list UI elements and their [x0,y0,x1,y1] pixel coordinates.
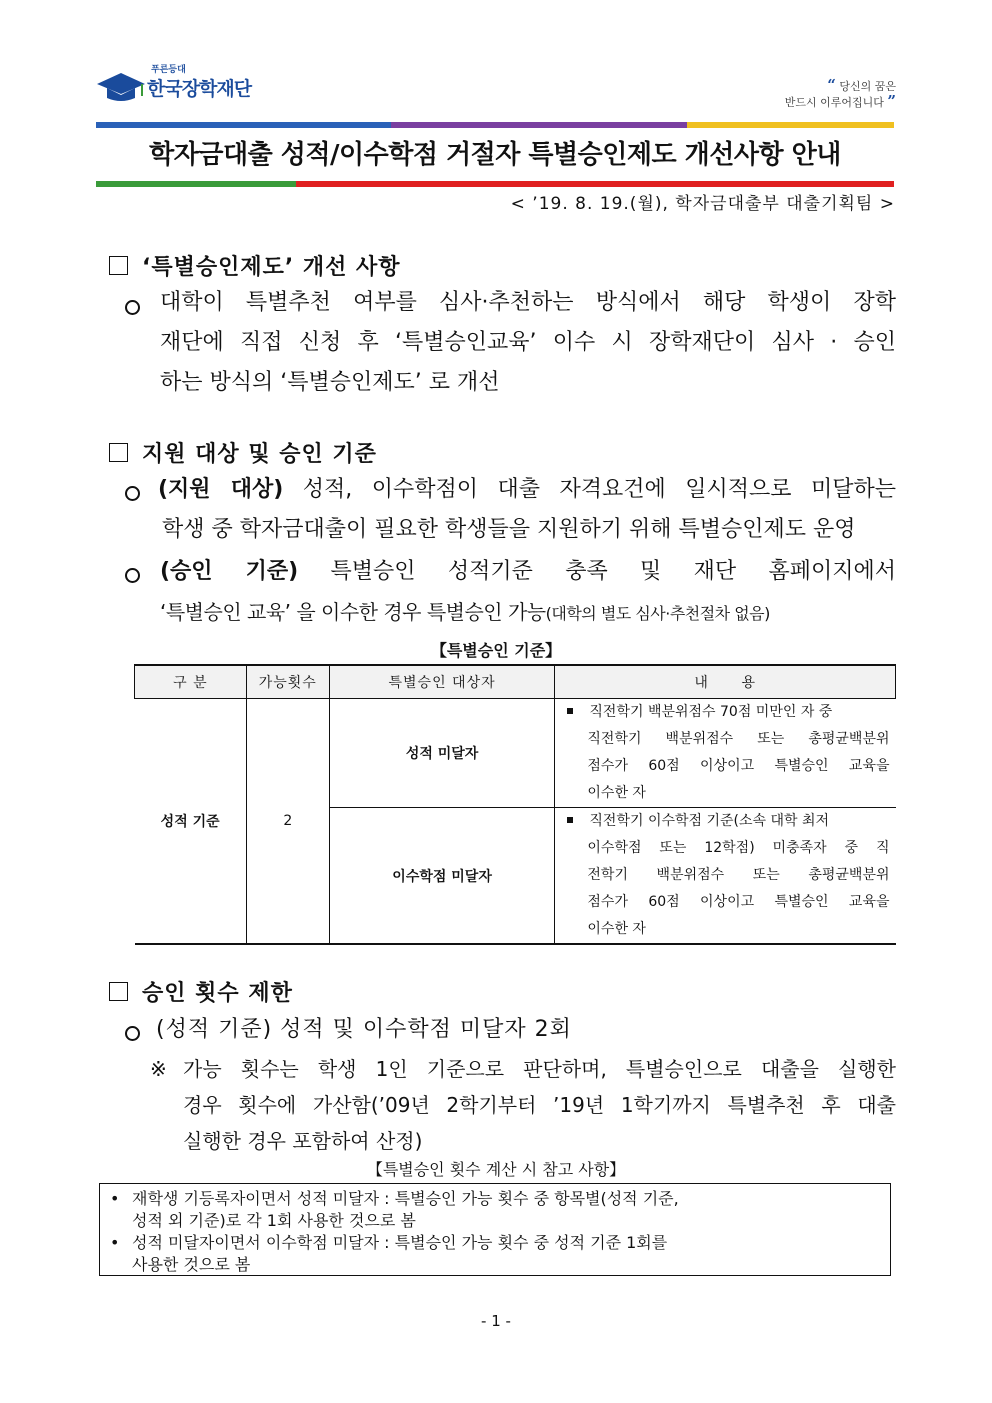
section2-item1 [158,470,896,550]
square-bullet-icon [567,817,573,823]
section1-line: 대학이 특별추천 여부를 심사·추천하는 방식에서 해당 학생이 장학 [160,290,896,315]
item-text: 특별승인 성적기준 충족 및 재단 홈페이지에서 [330,559,896,584]
table-header-cell: 특별승인 대상자 [329,665,555,699]
date-line: < ’19. 8. 19.(월), 학자금대출부 대출기획팀 > [510,194,895,214]
item-note: (대학의 별도 심사·추천절차 없음) [545,604,770,623]
slogan: “ 당신의 꿈은 반드시 이루어집니다 ” [784,76,896,110]
table-header-row [135,665,896,699]
section2-item2 [160,552,896,634]
item-text: 학생 중 학자금대출이 필요한 학생들을 지원하기 위해 특별승인제도 운영 [162,517,856,542]
slogan-line-1: 당신의 꿈은 [839,80,896,93]
reference-box [99,1183,891,1276]
section3-item: (성적 기준) 성적 및 이수학점 미달자 2회 [156,1017,572,1042]
circle-bullet-icon [125,568,140,583]
table-header-cell: 내 용 [555,665,896,699]
section-heading-1: ‘특별승인제도’ 개선 사항 [109,250,401,281]
logo-name: 한국장학재단 [147,78,252,100]
criteria-table [134,664,896,945]
description-cell: 직전학기 이수학점 기준(소속 대학 최저 이수학점 또는 12학점) 미충족자 중 직 전학기 백분위점수 또는 총평균백분위 점수가 60점 이상이고 특별승인 교육을 이수한 자 [555,808,896,945]
title-top-bar [96,122,894,128]
note-line: 실행한 경우 포함하여 산정) [183,1129,423,1153]
logo-tagline: 푸른등대 [151,65,186,75]
checkbox-square-icon [109,443,128,462]
page-title: 학자금대출 성적/이수학점 거절자 특별승인제도 개선사항 안내 [149,140,841,170]
reference-item: • 재학생 기등록자이면서 성적 미달자 : 특별승인 가능 횟수 중 항목별(성적 기준, 성적 외 기준)로 각 1회 사용한 것으로 봄 [110,1189,679,1230]
table-row [135,699,896,808]
reference-caption: 【특별승인 횟수 계산 시 참고 사항】 [366,1160,626,1179]
graduation-cap-icon [95,70,147,106]
item-text: 성적, 이수학점이 대출 자격요건에 일시적으로 미달하는 [302,477,897,502]
circle-bullet-icon [125,486,140,501]
circle-bullet-icon [125,300,140,315]
note-mark: ※ [150,1057,167,1081]
bullet-dot-icon: • [110,1189,120,1208]
table-header-cell: 구 분 [135,665,247,699]
count-cell: 2 [246,699,329,945]
note-line: 가능 횟수는 학생 1인 기준으로 판단하며, 특별승인으로 대출을 실행한 [183,1057,896,1081]
item-text: ‘특별승인 교육’ 을 이수한 경우 특별승인 가능 [160,600,546,624]
section1-line: 재단에 직접 신청 후 ‘특별승인교육’ 이수 시 장학재단이 심사 · 승인 [160,330,896,355]
section1-line: 하는 방식의 ‘특별승인제도’ 로 개선 [160,370,500,395]
target-cell: 성적 미달자 [329,699,555,808]
table-header-cell: 가능횟수 [246,665,329,699]
target-cell: 이수학점 미달자 [329,808,555,945]
title-bottom-bar [96,181,894,187]
note-line: 경우 횟수에 가산함(’09년 2학기부터 ’19년 1학기까지 특별추천 후 대출 [183,1093,896,1117]
bullet-dot-icon: • [110,1233,120,1252]
reference-item: • 성적 미달자이면서 이수학점 미달자 : 특별승인 가능 횟수 중 성적 기준 1회를 사용한 것으로 봄 [110,1233,668,1274]
square-bullet-icon [567,708,573,714]
item-label: (승인 기준) [160,559,299,584]
slogan-line-2: 반드시 이루어집니다 [784,96,884,109]
category-cell: 성적 기준 [135,699,247,945]
description-cell: 직전학기 백분위점수 70점 미만인 자 중 직전학기 백분위점수 또는 총평균백분위 점수가 60점 이상이고 특별승인 교육을 이수한 자 [555,699,896,808]
section-heading-2: 지원 대상 및 승인 기준 [109,437,377,468]
table-caption: 【특별승인 기준】 [430,641,562,660]
page-number: - 1 - [481,1312,511,1330]
checkbox-square-icon [109,982,128,1001]
section-heading-3: 승인 횟수 제한 [109,976,293,1007]
checkbox-square-icon [109,256,128,275]
circle-bullet-icon [125,1026,140,1041]
section3-note [183,1051,896,1159]
item-label: (지원 대상) [158,477,284,502]
section1-paragraph [160,283,896,403]
foundation-logo [95,62,255,110]
